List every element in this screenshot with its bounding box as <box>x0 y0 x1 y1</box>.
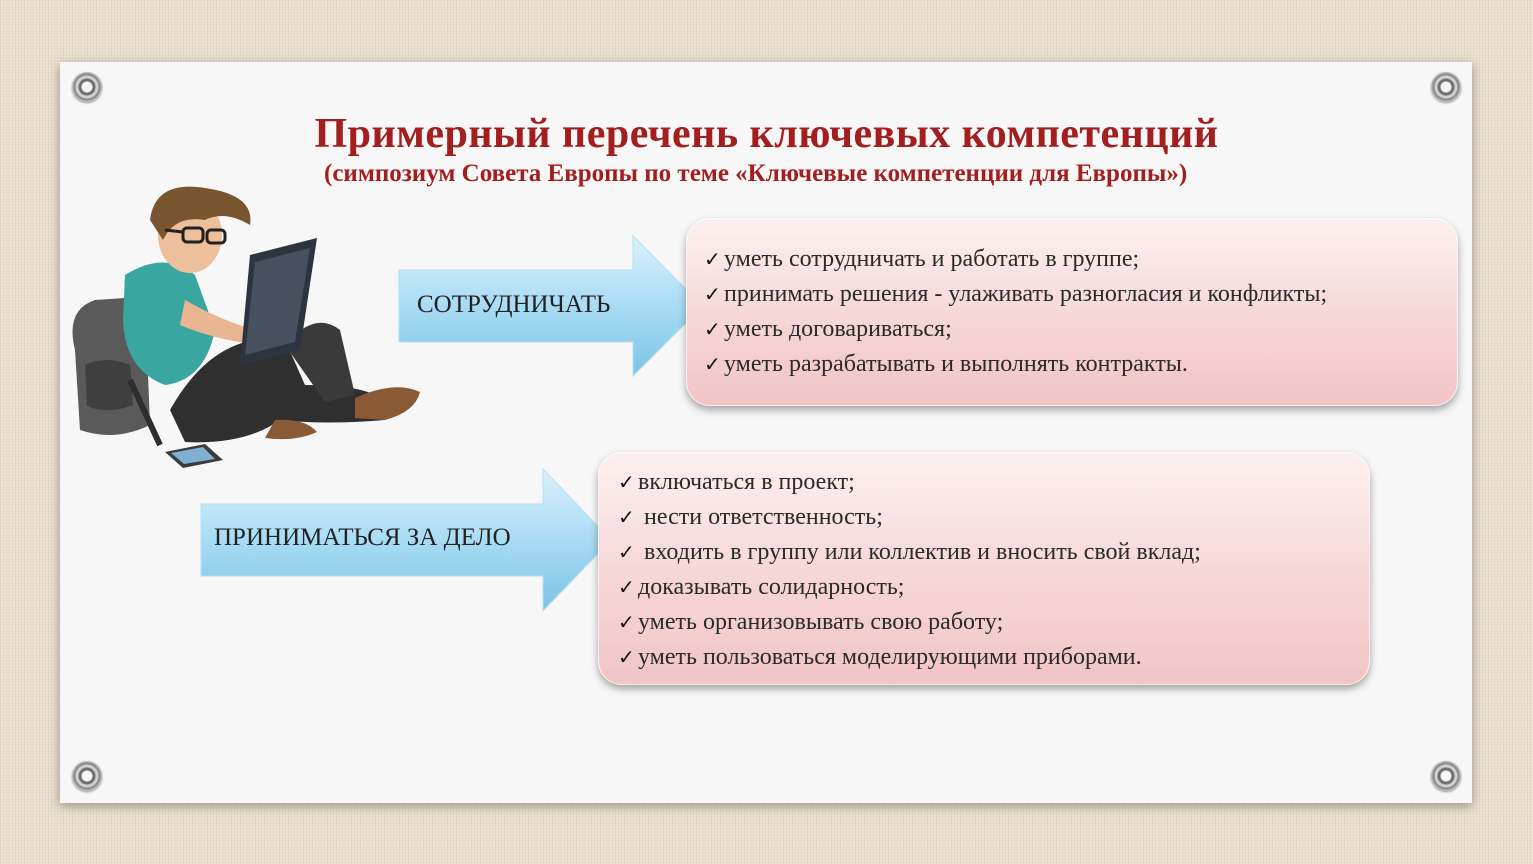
competency-list-box <box>686 218 1458 406</box>
grommet-icon <box>72 761 102 791</box>
check-icon: ✓ <box>618 472 635 494</box>
arrow-cooperate <box>397 234 707 378</box>
list-item: ✓ доказывать солидарность; <box>618 570 1201 605</box>
list-item: ✓ включаться в проект; <box>618 465 1201 500</box>
competency-list-box <box>598 452 1370 685</box>
check-icon: ✓ <box>618 507 635 529</box>
list-item: ✓ уметь сотрудничать и работать в группе; <box>704 242 1327 277</box>
student-reading-illustration <box>55 180 425 470</box>
slide-subtitle: (симпозиум Совета Европы по теме «Ключевые компетенции для Европы») <box>324 160 1188 187</box>
arrow-label: ПРИНИМАТЬСЯ ЗА ДЕЛО <box>214 524 511 551</box>
slide-title: Примерный перечень ключевых компетенций <box>314 111 1219 157</box>
arrow-take-action <box>199 467 615 613</box>
check-icon: ✓ <box>618 612 635 634</box>
check-icon: ✓ <box>704 354 721 376</box>
list-item: ✓ уметь договариваться; <box>704 312 1327 347</box>
list-item: ✓ нести ответственность; <box>618 500 1201 535</box>
check-icon: ✓ <box>618 647 635 669</box>
list-item: ✓ входить в группу или коллектив и вносить свой вклад; <box>618 535 1201 570</box>
list-item: ✓ уметь пользоваться моделирующими приборами. <box>618 640 1201 675</box>
arrow-label: СОТРУДНИЧАТЬ <box>417 291 611 318</box>
check-icon: ✓ <box>704 249 721 271</box>
grommet-icon <box>1431 761 1461 791</box>
grommet-icon <box>1431 72 1461 102</box>
check-icon: ✓ <box>618 542 635 564</box>
check-icon: ✓ <box>704 319 721 341</box>
list-item: ✓ принимать решения - улаживать разногласия и конфликты; <box>704 277 1327 312</box>
list-item: ✓ уметь организовывать свою работу; <box>618 605 1201 640</box>
grommet-icon <box>72 72 102 102</box>
check-icon: ✓ <box>618 577 635 599</box>
list-item: ✓ уметь разрабатывать и выполнять контракты. <box>704 347 1327 382</box>
check-icon: ✓ <box>704 284 721 306</box>
